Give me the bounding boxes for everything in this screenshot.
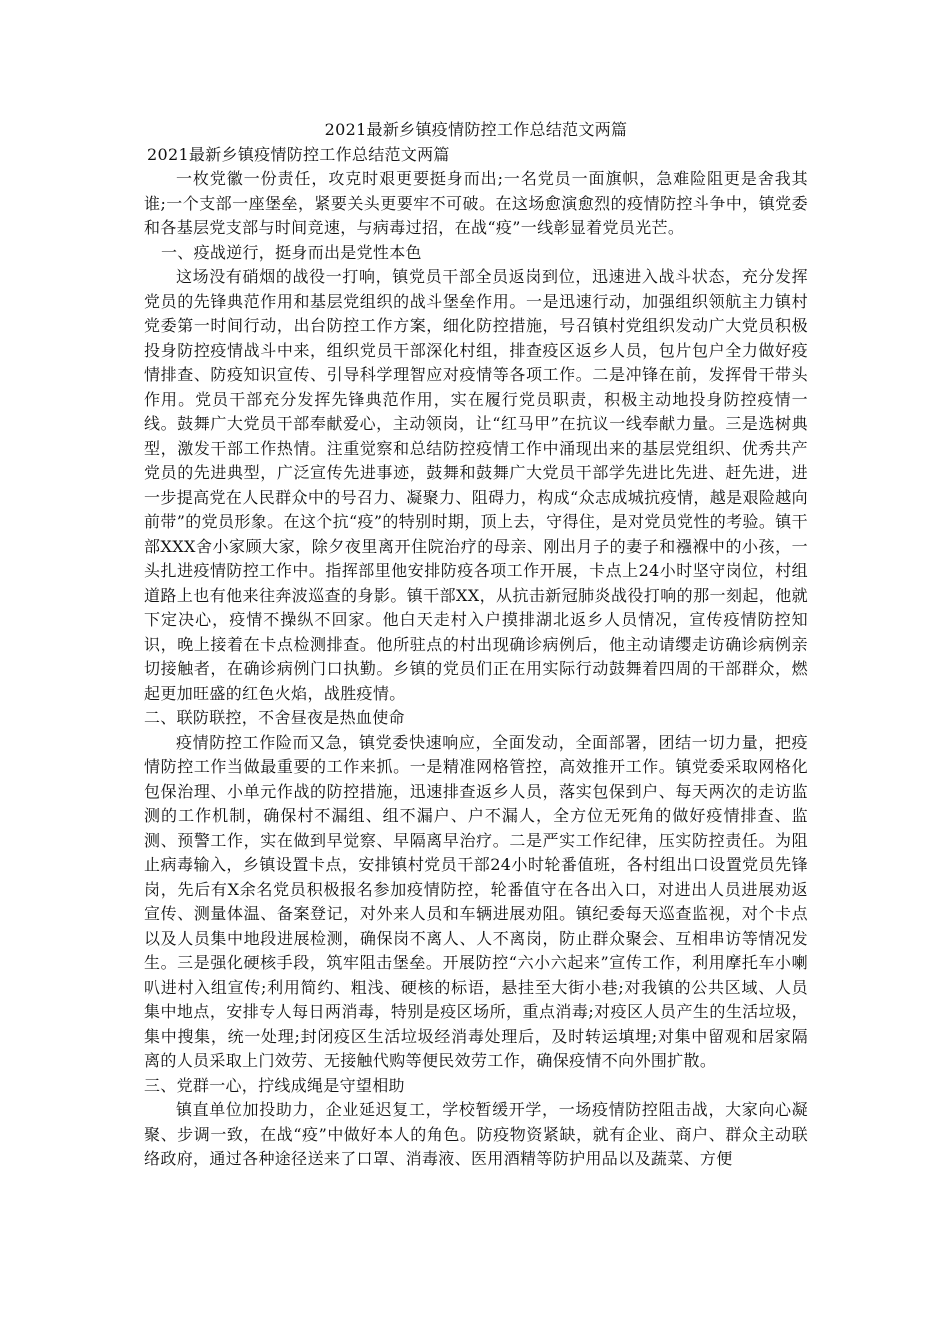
section-2-paragraph: 疫情防控工作险而又急，镇党委快速响应，全面发动，全面部署，团结一切力量，把疫情防控工作当做最重要的工作来抓。一是精准网格管控，高效推开工作。镇党委采取网格化包保治理、小单元作战的防控措施，迅速排查返乡人员，落实包保到户、每天两次的走访监测的工作机制，确保村不漏组、组不漏户、户不漏人，全方位无死角的做好疫情排查、监测、预警工作，实在做到早觉察、早隔离早治疗。二是严实工作纪律，压实防控责任。为阻止病毒输入，乡镇设置卡点，安排镇村党员干部24小时轮番值班，各村组出口设置党员先锋岗，先后有X余名党员积极报名参加疫情防控，轮番值守在各出入口，对进出人员进展劝返宣传、测量体温、备案登记，对外来人员和车辆进展劝阻。镇纪委每天巡查监视，对个卡点以及人员集中地段进展检测，确保岗不离人、人不离岗，防止群众聚会、互相串访等情况发生。三是强化硬核手段，筑牢阻击堡垒。开展防控“六小六起来”宣传工作，利用摩托车小喇叭进村入组宣传;利用简约、粗浅、硬核的标语，悬挂至大街小巷;对我镇的公共区域、人员集中地点，安排专人每日两消毒，特别是疫区场所，重点消毒;对疫区人员产生的生活垃圾，集中搜集，统一处理;封闭疫区生活垃圾经消毒处理后，及时转运填埋;对集中留观和居家隔离的人员采取上门效劳、无接触代购等便民效劳工作，确保疫情不向外围扩散。 xyxy=(144,732,808,1070)
document-title: 2021最新乡镇疫情防控工作总结范文两篇 xyxy=(324,120,628,139)
section-2-heading: 二、联防联控，不舍昼夜是热血使命 xyxy=(144,708,405,727)
section-3-heading: 三、党群一心，拧线成绳是守望相助 xyxy=(144,1075,405,1095)
document-subtitle: 2021最新乡镇疫情防控工作总结范文两篇 xyxy=(147,144,450,164)
intro-paragraph: 一枚党徽一份责任，攻克时艰更要挺身而出;一名党员一面旗帜，急难险阻更是舍我其谁;一个支部一座堡垒，紧要关头更要牢不可破。在这场愈演愈烈的疫情防控斗争中，镇党委和各基层党支部与时间竞速，与病毒过招，在战“疫”一线彰显着党员光芒。 xyxy=(144,169,808,237)
section-1-heading: 一、疫战逆行，挺身而出是党性本色 xyxy=(161,242,422,262)
section-1-paragraph: 这场没有硝烟的战役一打响，镇党员干部全员返岗到位，迅速进入战斗状态，充分发挥党员的先锋典范作用和基层党组织的战斗堡垒作用。一是迅速行动，加强组织领航主力镇村党委第一时间行动，出台防控工作方案，细化防控措施，号召镇村党组织发动广大党员积极投身防控疫情战斗中来，组织党员干部深化村组，排查疫区返乡人员，包片包户全力做好疫情排查、防疫知识宣传、引导科学理智应对疫情等各项工作。二是冲锋在前，发挥骨干带头作用。党员干部充分发挥先锋典范作用，实在履行党员职责，积极主动地投身防控疫情一线。鼓舞广大党员干部奉献爱心，主动领岗，让“红马甲”在抗议一线奉献力量。三是选树典型，激发干部工作热情。注重觉察和总结防控疫情工作中涌现出来的基层党组织、优秀共产党员的先进典型，广泛宣传先进事迹，鼓舞和鼓舞广大党员干部学先进比先进、赶先进，进一步提高党在人民群众中的号召力、凝聚力、阻碍力，构成“众志成城抗疫情，越是艰险越向前带”的党员形象。在这个抗“疫”的特别时期，顶上去，守得住，是对党员党性的考验。镇干部XXX舍小家顾大家，除夕夜里离开住院治疗的母亲、刚出月子的妻子和襁褓中的小孩，一头扎进疫情防控工作中。指挥部里他安排防疫各项工作开展，卡点上24小时坚守岗位，村组道路上也有他来往奔波巡查的身影。镇干部XX，从抗击新冠肺炎战役打响的那一刻起，他就下定决心，疫情不操纵不回家。他白天走村入户摸排湖北返乡人员情况，宣传疫情防控知识，晚上接着在卡点检测排查。他所驻点的村出现确诊病例后，他主动请缨走访确诊病例亲切接触者，在确诊病例门口执勤。乡镇的党员们正在用实际行动鼓舞着四周的干部群众，燃起更加旺盛的红色火焰，战胜疫情。 xyxy=(144,267,808,703)
document-page xyxy=(144,118,808,1172)
section-3-paragraph: 镇直单位加投助力，企业延迟复工，学校暂缓开学，一场疫情防控阻击战，大家向心凝聚、步调一致，在战“疫”中做好本人的角色。防疫物资紧缺，就有企业、商户、群众主动联络政府，通过各种途径送来了口罩、消毒液、医用酒精等防护用品以及蔬菜、方便 xyxy=(144,1100,808,1168)
